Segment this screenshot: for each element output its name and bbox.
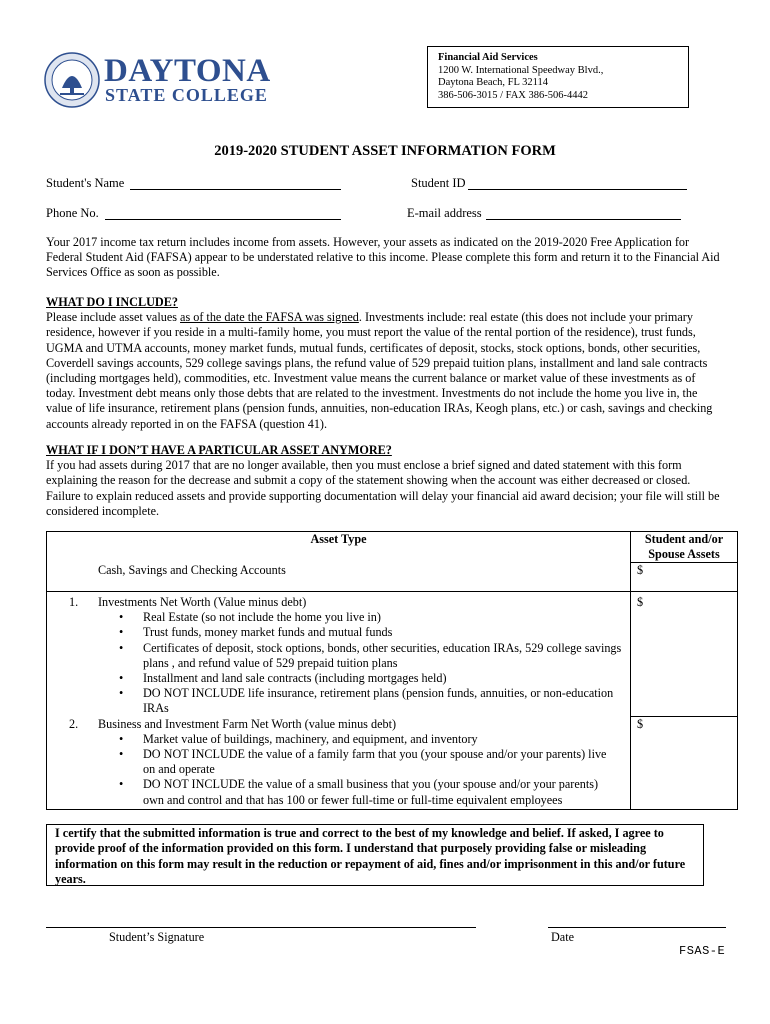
- include-text-underlined: as of the date the FAFSA was signed: [180, 310, 359, 325]
- student-signature-line[interactable]: [46, 927, 476, 928]
- list-item: • Market value of buildings, machinery, and equipment, and inventory: [143, 732, 620, 747]
- email-line[interactable]: [486, 219, 681, 220]
- table-header-row: [47, 532, 738, 563]
- noasset-text: If you had assets during 2017 that are no longer available, then you must enclose a brief signed and dated statement with this form explaining the reason for the decrease and submit a copy of the statement showing when the account was either decreased or closed. Failure to explain reduced assets and provide supporting documentation will delay your financial aid award decision; your file will still be considered incomplete.: [46, 458, 720, 518]
- form-code: FSAS-E: [679, 944, 726, 958]
- student-name-label: Student's Name: [46, 176, 125, 190]
- include-heading: WHAT DO I INCLUDE?: [46, 295, 178, 309]
- college-seal-icon: [44, 52, 100, 108]
- item-investments: [47, 595, 630, 610]
- include-text-a: Please include asset values: [46, 310, 181, 325]
- office-city: Daytona Beach, FL 32114: [438, 77, 549, 88]
- asset-table: [46, 531, 738, 810]
- office-street: 1200 W. International Speedway Blvd.,: [438, 64, 604, 76]
- item-number: 2.: [69, 716, 79, 731]
- item-title: Investments Net Worth (Value minus debt): [98, 594, 307, 609]
- list-item: • Trust funds, money market funds and mutual funds: [143, 625, 630, 640]
- investments-cell: [47, 591, 631, 716]
- include-text: [46, 310, 726, 432]
- phone-field[interactable]: [46, 206, 99, 221]
- date-line[interactable]: [548, 927, 726, 928]
- list-item: • Real Estate (so not include the home you live in): [143, 610, 630, 625]
- phone-label: Phone No.: [46, 206, 99, 220]
- investments-bullets: [47, 610, 630, 716]
- intro-paragraph: Your 2017 income tax return includes income from assets. However, your assets as indicated on the 2019-2020 Free Application for Federal Student Aid (FAFSA) appear to be understated relative to this income. Please complete this form and return it to the Financial Aid Services Office as soon as possible.: [46, 235, 720, 280]
- business-bullets: [47, 732, 630, 808]
- item-business: [47, 717, 630, 732]
- noasset-section: [46, 443, 726, 519]
- investments-amount[interactable]: $: [631, 591, 738, 716]
- list-item: • DO NOT INCLUDE life insurance, retirement plans (pension funds, annuities, or non-education IRAs: [143, 686, 630, 716]
- item-title: Business and Investment Farm Net Worth (value minus debt): [98, 716, 397, 731]
- include-section: [46, 295, 726, 432]
- table-row: [47, 563, 738, 592]
- business-cell: [47, 717, 631, 810]
- office-address-box: [427, 46, 689, 108]
- certification-box: I certify that the submitted information is true and correct to the best of my knowledge and belief. If asked, I agree to provide proof of the information provided on this form. I understand that purposely providing false or misleading information on this form may result in the reduction or repayment of aid, fines and/or imprisonment in this and/or future years.: [46, 824, 704, 886]
- include-text-b: . Investments include: real estate (this does not include your primary residence, however if you reside in a multi-family home, you must report the value of the rental portion of the residence), trust funds, UGMA and UTMA accounts, money market funds, mutual funds, certificates of deposit, stocks, stock options, bonds, other securities, Coverdell savings accounts, 529 college savings plans, the refund value of 529 prepaid tuition plans, installment and land sale contracts (including mortgages held), commodities, etc. Investment value means the current balance or market value of these investments as of today. Investment debt means only those debts that are related to the investment. Investments do not include the home you live in, the value of life insurance, retirement plans (pension funds, annuities, non-education IRAs, Keogh plans, etc.) or cash, savings and checking accounts already reported in on the FAFSA (question 41).: [46, 310, 713, 431]
- list-item: • Installment and land sale contracts (including mortgages held): [143, 671, 630, 686]
- office-name: Financial Aid Services: [438, 52, 538, 63]
- student-name-field[interactable]: [46, 176, 124, 191]
- college-logo: [44, 52, 274, 112]
- table-row: [47, 717, 738, 810]
- student-signature-label: Student’s Signature: [109, 930, 205, 944]
- student-id-label: Student ID: [411, 176, 466, 190]
- col-asset-type-header: Asset Type: [47, 532, 631, 563]
- student-name-line[interactable]: [130, 189, 341, 190]
- cash-label: Cash, Savings and Checking Accounts: [47, 563, 631, 592]
- business-amount[interactable]: $: [631, 717, 738, 810]
- form-title: 2019-2020 STUDENT ASSET INFORMATION FORM: [214, 143, 556, 159]
- date-label: Date: [551, 930, 575, 944]
- email-field[interactable]: [407, 206, 482, 221]
- office-phone: 386-506-3015 / FAX 386-506-4442: [438, 89, 589, 101]
- logo-word-daytona: DAYTONA: [104, 53, 271, 89]
- student-id-field[interactable]: [411, 176, 466, 191]
- item-number: 1.: [69, 594, 79, 609]
- list-item: • DO NOT INCLUDE the value of a small business that you (your spouse and/or your parents) own and control and that has 100 or fewer full-time or full-time equivalent employees: [143, 777, 620, 807]
- phone-line[interactable]: [105, 219, 341, 220]
- email-label: E-mail address: [407, 206, 482, 220]
- col-student-assets-header: Student and/or Spouse Assets: [631, 532, 738, 563]
- student-id-line[interactable]: [468, 189, 687, 190]
- list-item: • Certificates of deposit, stock options, bonds, other securities, education IRAs, 529 college savings plans , and refund value of 529 prepaid tuition plans: [143, 641, 630, 671]
- cash-amount[interactable]: $: [631, 563, 738, 592]
- noasset-heading: WHAT IF I DON’T HAVE A PARTICULAR ASSET ANYMORE?: [46, 443, 392, 457]
- list-item: • DO NOT INCLUDE the value of a family farm that you (your spouse and/or your parents) live on and operate: [143, 747, 620, 777]
- logo-word-state-college: STATE COLLEGE: [105, 85, 268, 105]
- table-row: [47, 591, 738, 716]
